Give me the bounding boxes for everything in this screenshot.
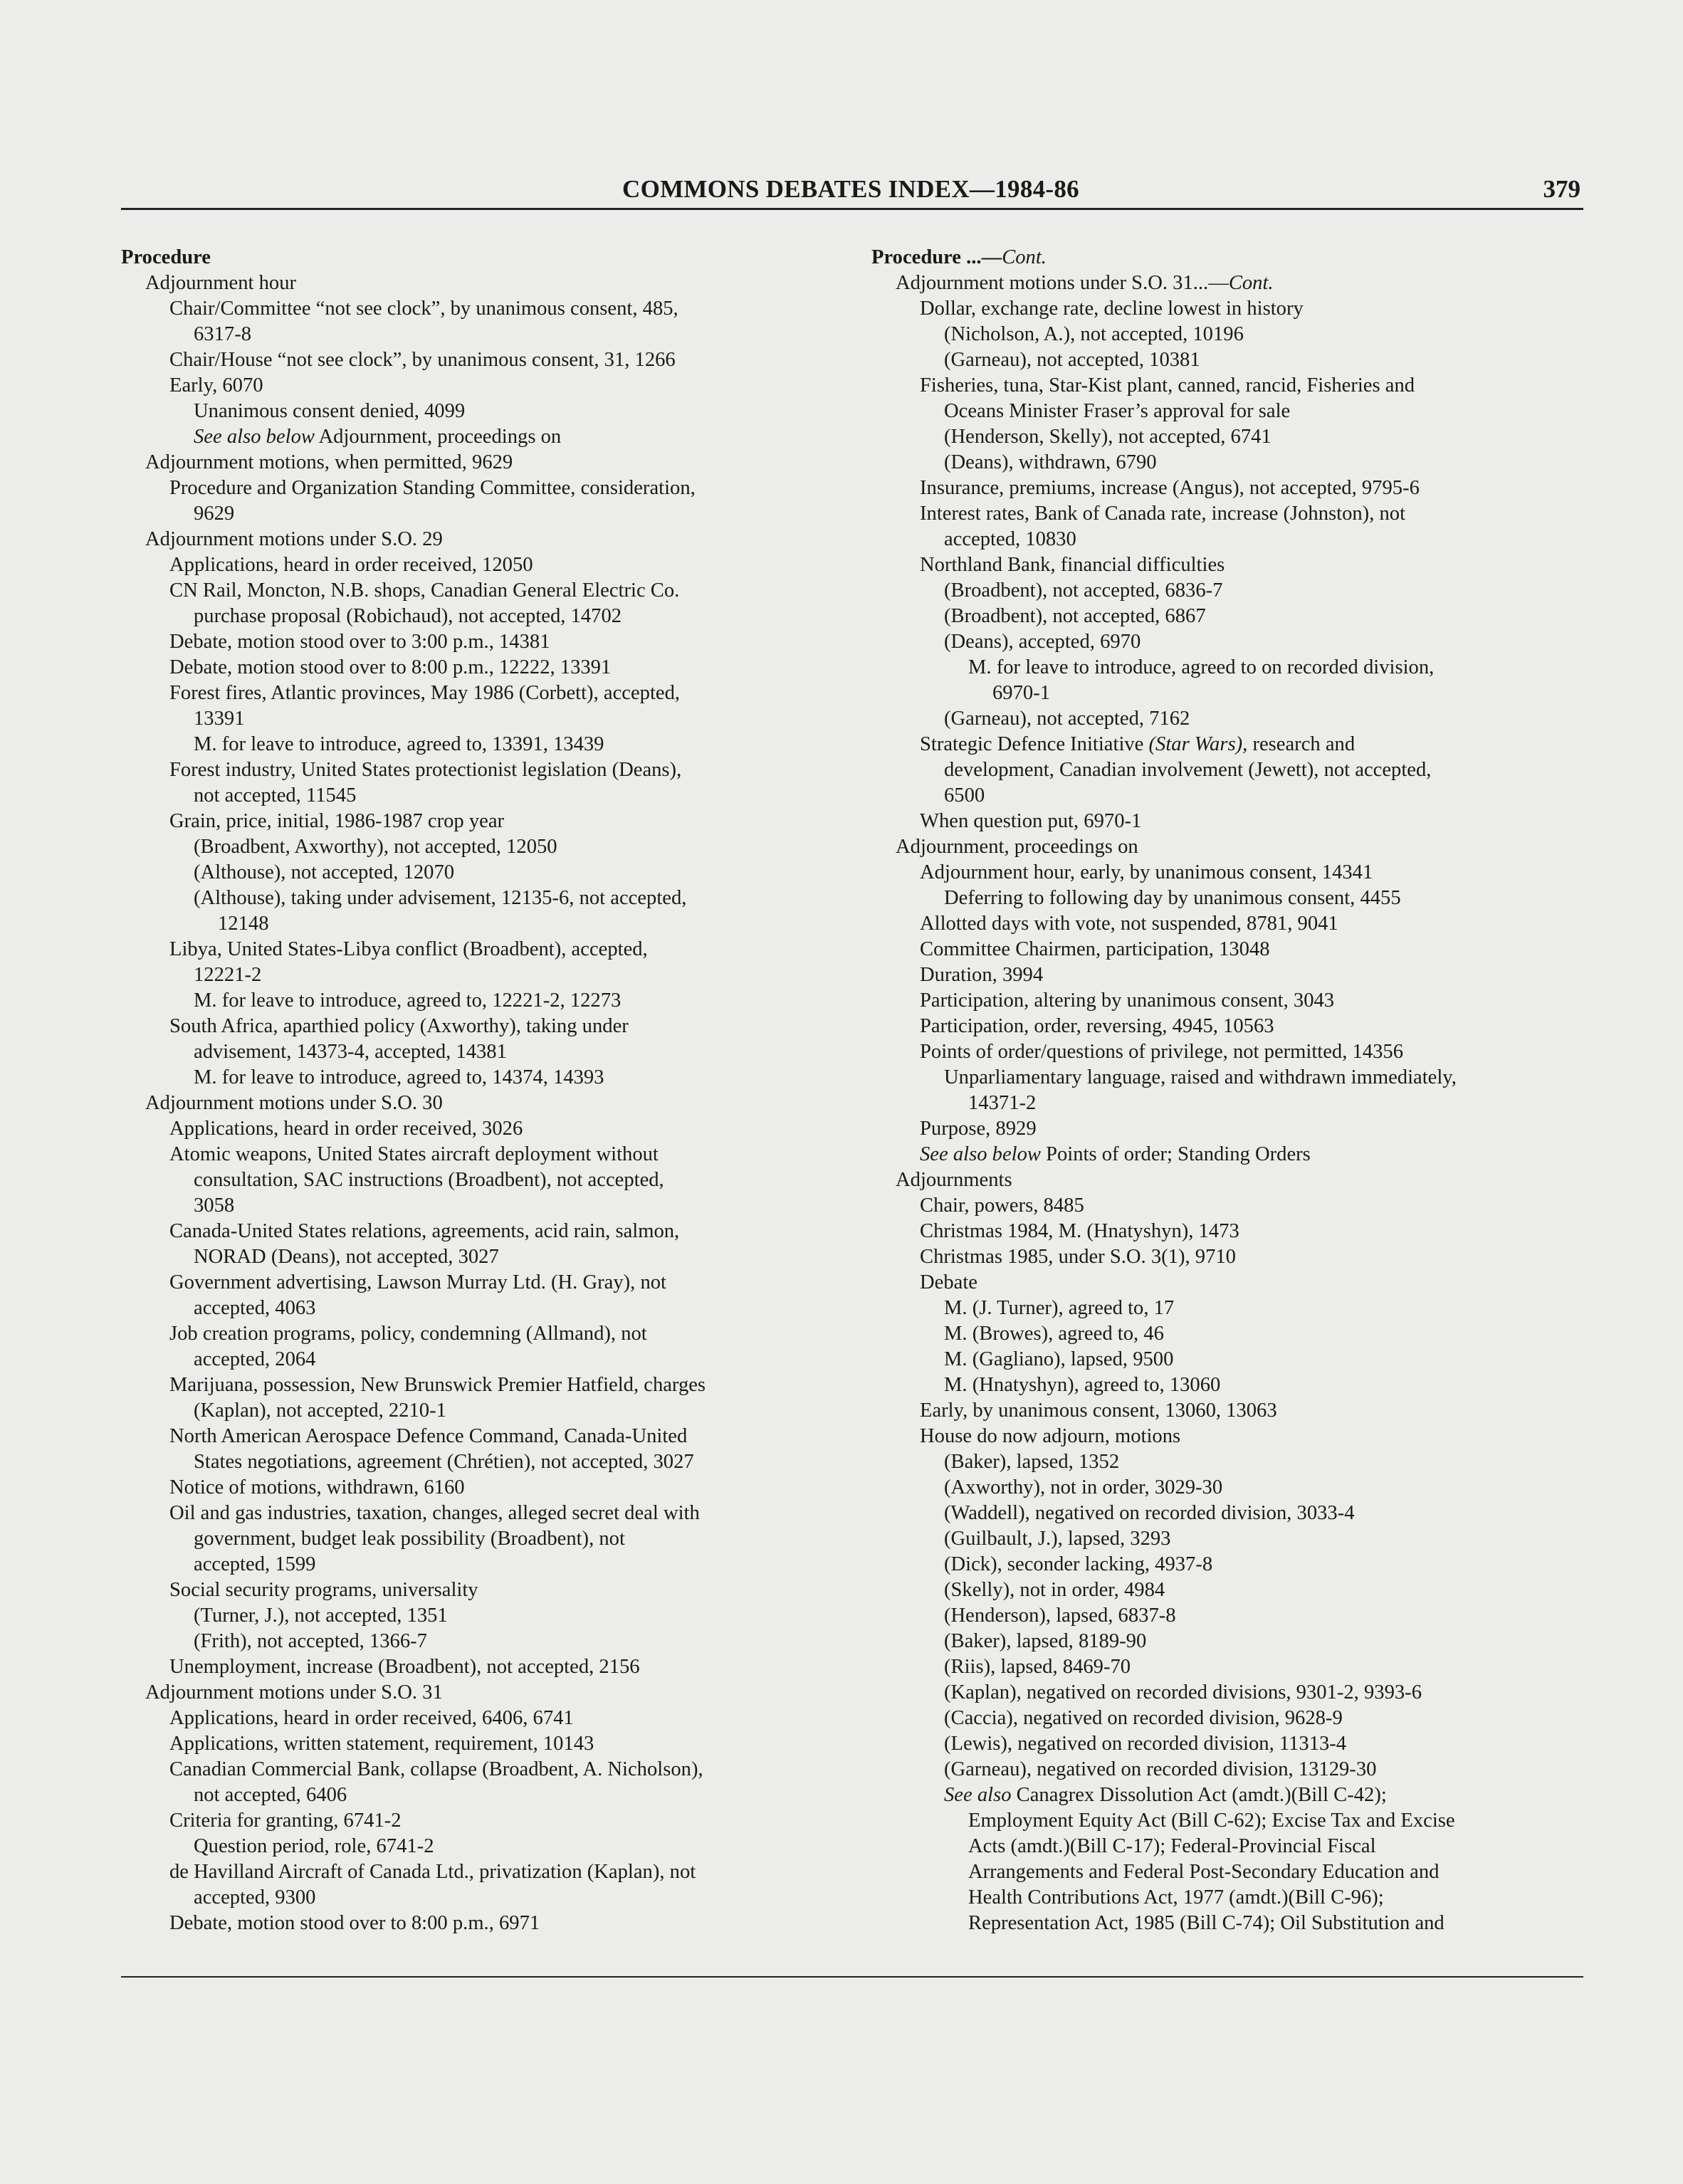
page-header [121, 175, 1580, 208]
index-entry-line: (Skelly), not in order, 4984 [944, 1579, 1165, 1601]
index-entry-line: (Henderson, Skelly), not accepted, 6741 [944, 426, 1272, 448]
index-entry-line: accepted, 2064 [194, 1348, 316, 1370]
index-entry-line: Canada-United States relations, agreements, acid rain, salmon, [169, 1220, 680, 1242]
index-entry-line: 9629 [194, 503, 235, 525]
index-entry-line: NORAD (Deans), not accepted, 3027 [194, 1246, 499, 1268]
index-entry-line: (Kaplan), not accepted, 2210-1 [194, 1400, 446, 1422]
page-number: 379 [1543, 175, 1580, 203]
index-entry-line: Allotted days with vote, not suspended, 8781, 9041 [920, 913, 1338, 935]
index-entry-line: Adjournment hour [145, 272, 297, 294]
index-entry-line: Chair/Committee “not see clock”, by unanimous consent, 485, [169, 298, 678, 320]
index-entry-text: See also [944, 1784, 1012, 1806]
index-entry-line: Northland Bank, financial difficulties [920, 554, 1225, 576]
index-entry-line: (Althouse), not accepted, 12070 [194, 861, 455, 883]
index-entry-line: 6317-8 [194, 323, 252, 345]
index-entry-line: Forest industry, United States protectionist legislation (Deans), [169, 759, 682, 781]
index-entry-line: Libya, United States-Libya conflict (Broadbent), accepted, [169, 938, 648, 960]
index-entry-line: M. for leave to introduce, agreed to, 14374, 14393 [194, 1066, 604, 1088]
index-entry-line: (Nicholson, A.), not accepted, 10196 [944, 323, 1244, 345]
index-entry-line: Atomic weapons, United States aircraft deployment without [169, 1143, 659, 1165]
index-entry-line: (Axworthy), not in order, 3029-30 [944, 1476, 1223, 1498]
index-entry-line: Acts (amdt.)(Bill C-17); Federal-Provincial Fiscal [968, 1835, 1376, 1857]
index-entry-line: Debate, motion stood over to 8:00 p.m., 12222, 13391 [169, 656, 612, 678]
index-entry-line: consultation, SAC instructions (Broadbent), not accepted, [194, 1169, 664, 1191]
index-entry-line: advisement, 14373-4, accepted, 14381 [194, 1041, 507, 1063]
index-entry-text: Canagrex Dissolution Act (amdt.)(Bill C-42); [1011, 1784, 1387, 1806]
index-column-left [121, 245, 833, 1936]
index-entry-line: Oil and gas industries, taxation, changes, alleged secret deal with [169, 1502, 700, 1524]
index-entry-line: 3058 [194, 1195, 235, 1217]
index-entry-line: Chair/House “not see clock”, by unanimous consent, 31, 1266 [169, 349, 676, 371]
index-entry-line: Marijuana, possession, New Brunswick Premier Hatfield, charges [169, 1374, 706, 1396]
index-entry-line: (Garneau), negatived on recorded division, 13129-30 [944, 1758, 1377, 1780]
index-entry-line: Early, by unanimous consent, 13060, 13063 [920, 1400, 1277, 1422]
index-entry-line: M. for leave to introduce, agreed to, 12221-2, 12273 [194, 989, 622, 1012]
index-entry-line: (Guilbault, J.), lapsed, 3293 [944, 1528, 1171, 1550]
index-entry-line: Duration, 3994 [920, 964, 1044, 986]
index-entry-text: Strategic Defence Initiative [920, 733, 1149, 755]
index-entry-line: (Althouse), taking under advisement, 12135-6, not accepted, [194, 887, 687, 909]
index-entry-line: accepted, 1599 [194, 1553, 316, 1575]
index-entry-line: M. (Hnatyshyn), agreed to, 13060 [944, 1374, 1221, 1396]
index-entry-line: States negotiations, agreement (Chrétien), not accepted, 3027 [194, 1451, 694, 1473]
index-entry-line: Adjournments [896, 1169, 1012, 1191]
index-column-right [871, 245, 1583, 1936]
index-entry-line: (Broadbent), not accepted, 6867 [944, 605, 1206, 627]
index-entry-line: Adjournment motions under S.O. 29 [145, 528, 443, 550]
index-entry-line: (Riis), lapsed, 8469-70 [944, 1656, 1131, 1678]
header-rule [121, 208, 1583, 210]
index-entry-line: Unanimous consent denied, 4099 [194, 400, 466, 422]
index-entry-line: (Waddell), negatived on recorded division, 3033-4 [944, 1502, 1355, 1524]
index-entry-text: Adjournment, proceedings on [314, 426, 562, 448]
index-entry-line: Chair, powers, 8485 [920, 1195, 1084, 1217]
index-entry-line: Applications, heard in order received, 6406, 6741 [169, 1707, 574, 1729]
index-entry-line: Forest fires, Atlantic provinces, May 1986 (Corbett), accepted, [169, 682, 681, 704]
index-entry-line: Question period, role, 6741-2 [194, 1835, 434, 1857]
index-entry-line: (Dick), seconder lacking, 4937-8 [944, 1553, 1213, 1575]
index-entry-text: Cont. [1002, 246, 1047, 268]
index-entry-text: See also below [194, 426, 315, 448]
index-entry-line: Unparliamentary language, raised and withdrawn immediately, [944, 1066, 1457, 1088]
index-entry-line: Arrangements and Federal Post-Secondary Education and [968, 1861, 1440, 1883]
index-entry-line: Adjournment, proceedings on [896, 836, 1138, 858]
index-entry-line: Procedure and Organization Standing Committee, consideration, [169, 477, 696, 499]
index-entry-line: Early, 6070 [169, 374, 263, 397]
index-entry-line: Social security programs, universality [169, 1579, 478, 1601]
index-entry-line: 13391 [194, 708, 245, 730]
index-entry-line: Points of order/questions of privilege, not permitted, 14356 [920, 1041, 1404, 1063]
index-entry-line: M. (J. Turner), agreed to, 17 [944, 1297, 1175, 1319]
index-entry-line [871, 245, 1583, 271]
index-entry-line: accepted, 10830 [944, 528, 1076, 550]
index-entry-line: (Garneau), not accepted, 7162 [944, 708, 1190, 730]
index-entry-line: (Garneau), not accepted, 10381 [944, 349, 1200, 371]
index-entry-line: Interest rates, Bank of Canada rate, increase (Johnston), not [920, 503, 1406, 525]
index-entry-line: Insurance, premiums, increase (Angus), not accepted, 9795-6 [920, 477, 1420, 499]
index-entry-line: Participation, altering by unanimous consent, 3043 [920, 989, 1335, 1012]
index-entry-text: Procedure ...— [871, 246, 1002, 268]
index-entry-text: Adjournment motions under S.O. 31...— [896, 272, 1229, 294]
index-entry-line: When question put, 6970-1 [920, 810, 1142, 832]
index-entry-line: (Henderson), lapsed, 6837-8 [944, 1605, 1176, 1627]
index-entry-line: (Deans), withdrawn, 6790 [944, 451, 1157, 473]
index-entry-line: Notice of motions, withdrawn, 6160 [169, 1476, 465, 1498]
index-entry-line: Health Contributions Act, 1977 (amdt.)(Bill C-96); [968, 1886, 1384, 1909]
index-entry-line: 12148 [218, 913, 269, 935]
index-entry-line: Job creation programs, policy, condemning (Allmand), not [169, 1323, 647, 1345]
index-entry-line: (Frith), not accepted, 1366-7 [194, 1630, 427, 1652]
index-entry-line: government, budget leak possibility (Broadbent), not [194, 1528, 625, 1550]
index-entry-line: M. for leave to introduce, agreed to, 13391, 13439 [194, 733, 604, 755]
index-entry-line: Applications, written statement, requirement, 10143 [169, 1733, 594, 1755]
index-entry-line [121, 424, 833, 450]
index-entry-line: Applications, heard in order received, 12050 [169, 554, 533, 576]
index-entry-line: Grain, price, initial, 1986-1987 crop year [169, 810, 505, 832]
index-entry-line: Applications, heard in order received, 3026 [169, 1118, 523, 1140]
index-entry-line: (Turner, J.), not accepted, 1351 [194, 1605, 448, 1627]
index-entry-line: Adjournment hour, early, by unanimous consent, 14341 [920, 861, 1373, 883]
index-entry-line: (Kaplan), negatived on recorded divisions, 9301-2, 9393-6 [944, 1681, 1422, 1703]
index-entry-line [871, 271, 1583, 296]
index-entry-line: development, Canadian involvement (Jewett), not accepted, [944, 759, 1432, 781]
index-entry-line: Criteria for granting, 6741-2 [169, 1810, 402, 1832]
index-entry-line: Debate [920, 1271, 977, 1293]
index-entry-line: Purpose, 8929 [920, 1118, 1037, 1140]
running-title: COMMONS DEBATES INDEX—1984-86 [622, 175, 1079, 203]
index-entry-line: purchase proposal (Robichaud), not accepted, 14702 [194, 605, 622, 627]
index-entry-line: Committee Chairmen, participation, 13048 [920, 938, 1270, 960]
index-entry-line: (Caccia), negatived on recorded division, 9628-9 [944, 1707, 1343, 1729]
index-entry-line: (Baker), lapsed, 8189-90 [944, 1630, 1147, 1652]
footer-rule [121, 1976, 1583, 1978]
index-entry-text: See also below [920, 1143, 1041, 1165]
index-entry-line: (Broadbent, Axworthy), not accepted, 12050 [194, 836, 557, 858]
index-entry-text: research and [1247, 733, 1356, 755]
index-entry-line: not accepted, 6406 [194, 1784, 347, 1806]
index-entry-line: Procedure [121, 246, 211, 268]
index-entry-line: Representation Act, 1985 (Bill C-74); Oil Substitution and [968, 1912, 1445, 1934]
index-entry-line: Debate, motion stood over to 3:00 p.m., 14381 [169, 631, 550, 653]
index-entry-line: South Africa, aparthied policy (Axworthy), taking under [169, 1015, 629, 1037]
index-entry-line: M. (Gagliano), lapsed, 9500 [944, 1348, 1174, 1370]
index-entry-line: Deferring to following day by unanimous consent, 4455 [944, 887, 1401, 909]
index-entry-text: (Star Wars), [1148, 733, 1248, 755]
index-entry-line: 12221-2 [194, 964, 262, 986]
index-entry-line: Oceans Minister Fraser’s approval for sale [944, 400, 1291, 422]
index-entry-line: Government advertising, Lawson Murray Ltd. (H. Gray), not [169, 1271, 666, 1293]
index-entry-line: Dollar, exchange rate, decline lowest in history [920, 298, 1304, 320]
index-entry-line: M. for leave to introduce, agreed to on recorded division, [968, 656, 1435, 678]
index-entry-line: Unemployment, increase (Broadbent), not accepted, 2156 [169, 1656, 640, 1678]
index-entry-line: not accepted, 11545 [194, 784, 357, 807]
index-entry-line: de Havilland Aircraft of Canada Ltd., privatization (Kaplan), not [169, 1861, 696, 1883]
index-entry-line: Adjournment motions under S.O. 30 [145, 1092, 443, 1114]
index-entry-line: Christmas 1985, under S.O. 3(1), 9710 [920, 1246, 1236, 1268]
index-entry-line: Canadian Commercial Bank, collapse (Broadbent, A. Nicholson), [169, 1758, 703, 1780]
index-entry-line [871, 1142, 1583, 1167]
index-entry-line: Christmas 1984, M. (Hnatyshyn), 1473 [920, 1220, 1239, 1242]
index-entry-line: M. (Browes), agreed to, 46 [944, 1323, 1164, 1345]
index-entry-line: (Deans), accepted, 6970 [944, 631, 1141, 653]
index-entry-line: Participation, order, reversing, 4945, 10563 [920, 1015, 1274, 1037]
index-entry-line: Employment Equity Act (Bill C-62); Excise Tax and Excise [968, 1810, 1455, 1832]
index-entry-line: accepted, 9300 [194, 1886, 316, 1909]
index-entry-line: (Baker), lapsed, 1352 [944, 1451, 1120, 1473]
index-entry-line [871, 1783, 1583, 1808]
index-entry-line: (Lewis), negatived on recorded division, 11313-4 [944, 1733, 1347, 1755]
index-entry-text: Cont. [1228, 272, 1274, 294]
index-entry-text: Points of order; Standing Orders [1040, 1143, 1311, 1165]
index-entry-line: 14371-2 [968, 1092, 1037, 1114]
index-entry-line: House do now adjourn, motions [920, 1425, 1181, 1447]
index-entry-line: (Broadbent), not accepted, 6836-7 [944, 579, 1223, 602]
index-entry-line: Fisheries, tuna, Star-Kist plant, canned, rancid, Fisheries and [920, 374, 1415, 397]
index-entry-line: North American Aerospace Defence Command, Canada-United [169, 1425, 688, 1447]
index-entry-line: CN Rail, Moncton, N.B. shops, Canadian General Electric Co. [169, 579, 680, 602]
index-entry-line: accepted, 4063 [194, 1297, 316, 1319]
index-entry-line: 6500 [944, 784, 985, 807]
index-entry-line: Adjournment motions, when permitted, 9629 [145, 451, 513, 473]
index-entry-line: Adjournment motions under S.O. 31 [145, 1681, 443, 1703]
index-entry-line: 6970-1 [992, 682, 1051, 704]
index-entry-line [871, 732, 1583, 757]
index-entry-line: Debate, motion stood over to 8:00 p.m., 6971 [169, 1912, 540, 1934]
